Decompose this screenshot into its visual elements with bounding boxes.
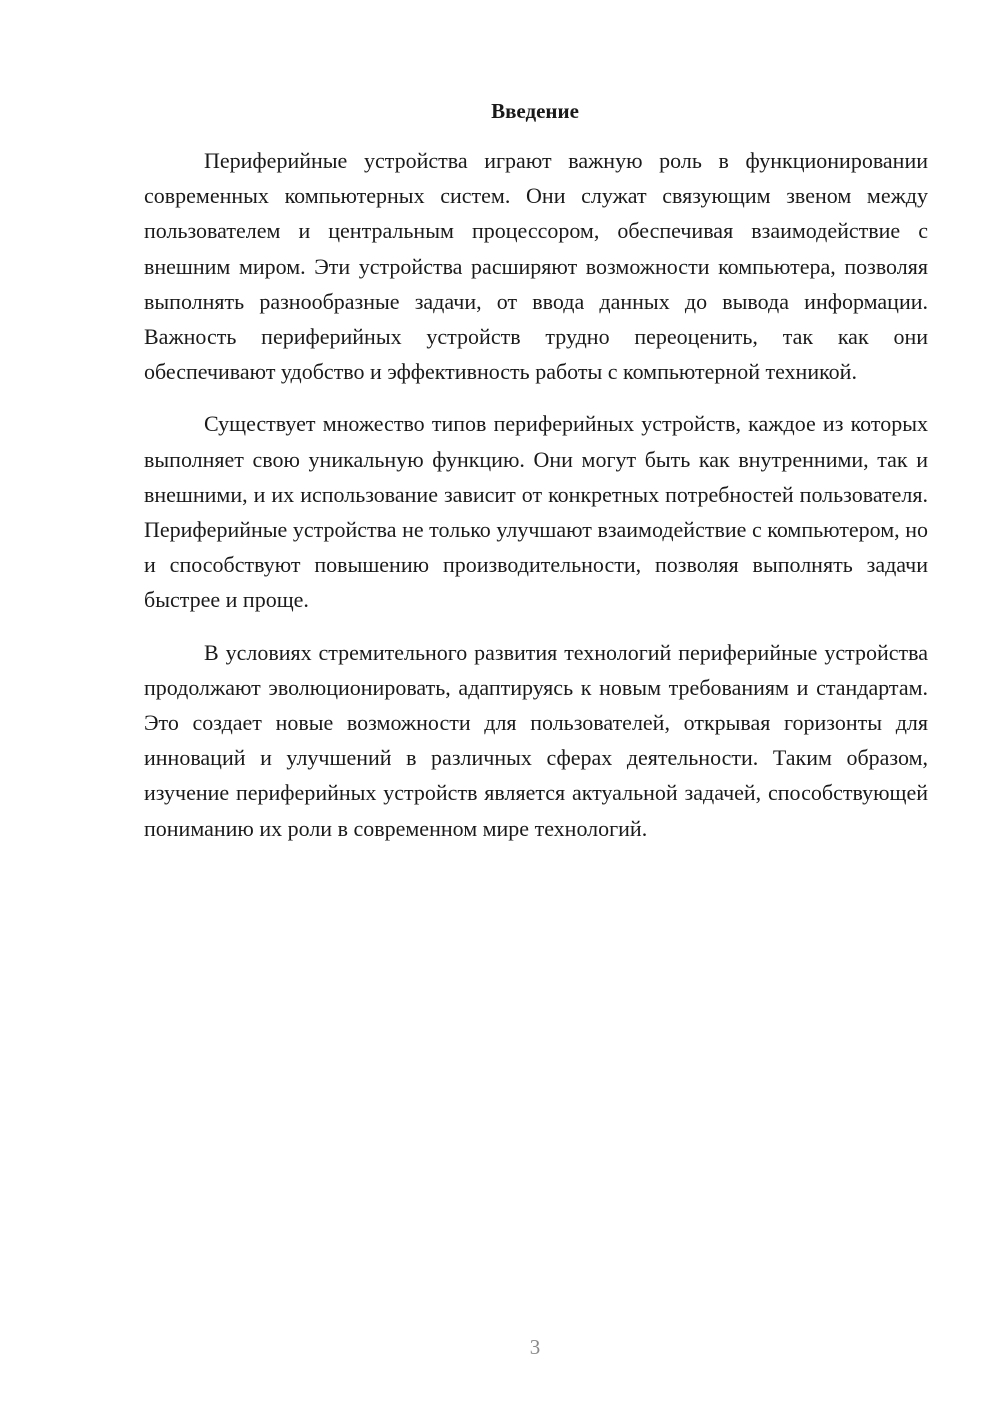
paragraph: В условиях стремительного развития технологий периферийные устройства продолжают эволюционировать, адаптируясь к новым требованиям и стандартам. Это создает новые возможности для пользователей, открывая горизонты для инноваций и улучшений в различных сферах деятельности. Таким образом, изучение периферийных устройств является актуальной задачей, способствующей пониманию их роли в современном мире технологий. (144, 639, 928, 841)
body-text (144, 143, 928, 863)
page-number: 3 (529, 1335, 541, 1359)
section-title: Введение (491, 99, 579, 123)
paragraph: Периферийные устройства играют важную роль в функционировании современных компьютерных систем. Они служат связующим звеном между пользователем и центральным процессором, обеспечивая взаимодействие с внешним миром. Эти устройства расширяют возможности компьютера, позволяя выполнять разнообразные задачи, от ввода данных до вывода информации. Важность периферийных устройств трудно переоценить, так как они обеспечивают удобство и эффективность работы с компьютерной техникой. (144, 148, 928, 385)
paragraph: Существует множество типов периферийных устройств, каждое из которых выполняет свою уникальную функцию. Они могут быть как внутренними, так и внешними, и их использование зависит от конкретных потребностей пользователя. Периферийные устройства не только улучшают взаимодействие с компьютером, но и способствуют повышению производительности, позволяя выполнять задачи быстрее и проще. (144, 411, 928, 613)
